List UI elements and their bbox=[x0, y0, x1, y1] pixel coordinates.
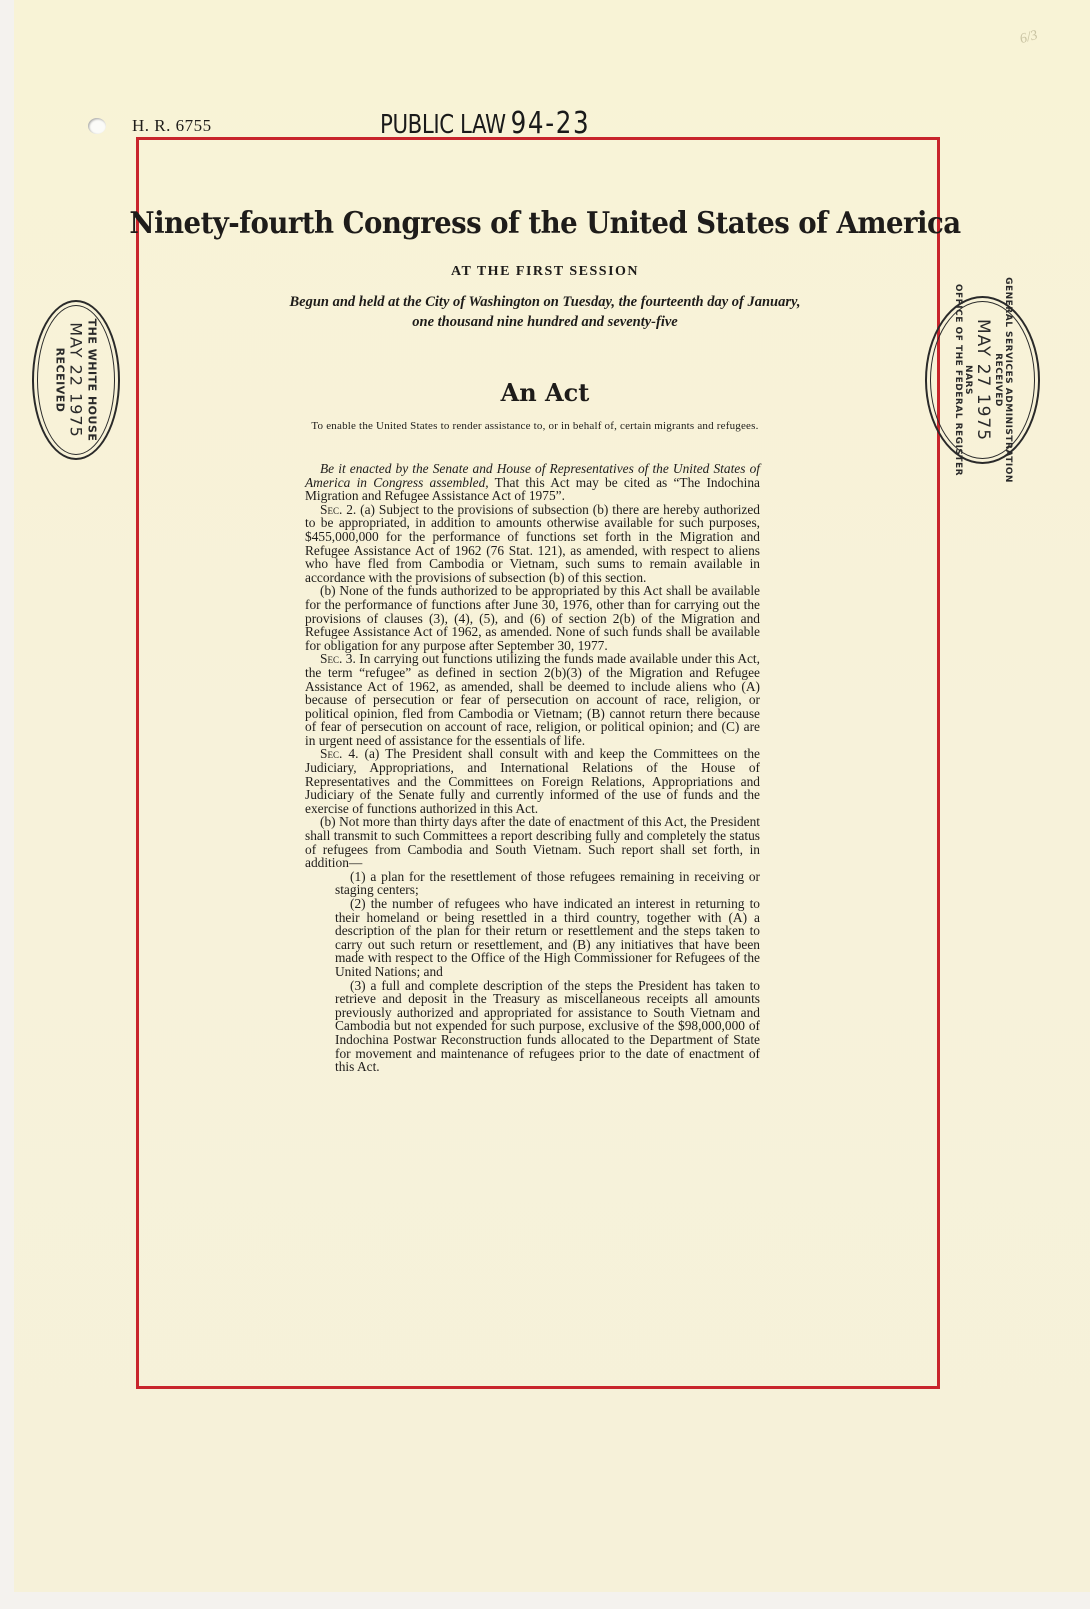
section-4b-item-3: (3) a full and complete description of the steps the President has taken to retrieve and deposit in the Treasury as miscellaneous receipts all amounts previously authorized and appropriated for assistance to South Vietnam and Cambodia but not expended for such purpose, exclusive of the $98,000,000 of Indochina Postwar Reconstruction funds allocated to the Department of State for movement and maintenance of refugees prior to the date of enactment of this Act. bbox=[335, 977, 760, 1075]
public-law-number: 94-23 bbox=[510, 106, 591, 141]
enacting-clause: Be it enacted by the Senate and House of Representatives of the United States of America in Congress assembled, That this Act may be cited as “The Indochina Migration and Refugee Assistance Act of 1975”. bbox=[305, 461, 760, 504]
session-dates-line-2: one thousand nine hundred and seventy-five bbox=[412, 314, 678, 330]
act-heading: An Act bbox=[500, 378, 590, 407]
session-heading: AT THE FIRST SESSION bbox=[450, 264, 640, 279]
scan-margin bbox=[0, 1592, 1090, 1609]
stamp-office: OFFICE OF THE FEDERAL REGISTER bbox=[952, 283, 963, 477]
session-dates-line-1: Begun and held at the City of Washington on Tuesday, the fourteenth day of January, bbox=[289, 294, 801, 310]
page-mark: 6/3 bbox=[1018, 27, 1040, 48]
act-body bbox=[305, 462, 760, 1074]
stamp-date: MAY 27 1975 bbox=[972, 318, 993, 442]
section-4b-item-1: (1) a plan for the resettlement of those refugees remaining in receiving or staging centers; bbox=[335, 868, 760, 898]
stamp-org: GENERAL SERVICES ADMINISTRATION bbox=[1002, 277, 1013, 483]
section-2a: Sec. 2. (a) Subject to the provisions of subsection (b) there are hereby authorized to be appropriated, in addition to amounts otherwise available for such purposes, $455,000,000 for the performance of functions set forth in the Migration and Refugee Assistance Act of 1962 (76 Stat. 121), as amended, with respect to aliens who have fled from Cambodia or Vietnam, such sums to remain available in accordance with the provisions of subsection (b) of this section. bbox=[305, 501, 761, 585]
stamp-status: RECEIVED bbox=[53, 347, 67, 413]
session-dates bbox=[0, 292, 1090, 332]
punch-hole bbox=[88, 118, 106, 134]
congress-title: Ninety-fourth Congress of the United States of America bbox=[129, 206, 961, 241]
bill-number: H. R. 6755 bbox=[132, 116, 212, 135]
stamp-org: THE WHITE HOUSE bbox=[85, 318, 99, 442]
stamp-status: RECEIVED bbox=[992, 353, 1003, 407]
stamp-agency: NARS bbox=[962, 365, 973, 395]
public-law-stamp bbox=[380, 106, 590, 141]
public-law-label: PUBLIC LAW bbox=[380, 110, 506, 140]
white-house-received-stamp bbox=[32, 300, 120, 460]
section-3: Sec. 3. In carrying out functions utilizing the funds made available under this Act, the term “refugee” as defined in section 2(b)(3) of the Migration and Refugee Assistance Act of 1962, as amended, shall be deemed to include aliens who (A) because of persecution or fear of persecution on account of race, religion, or political opinion, fled from Cambodia or Vietnam; (B) cannot return there because of fear of persecution on account of race, religion, or political opinion; and (C) are in urgent need of assistance for the essentials of life. bbox=[305, 651, 761, 748]
stamp-date: MAY 22 1975 bbox=[66, 322, 86, 438]
act-purpose: To enable the United States to render assistance to, or in behalf of, certain migrants and refugees. bbox=[311, 420, 759, 432]
section-4b: (b) Not more than thirty days after the date of enactment of this Act, the President shall transmit to such Committees a report describing fully and completely the status of refugees from Cambodia and South Vietnam. Such report shall set forth, in addition— bbox=[305, 814, 760, 871]
section-2b: (b) None of the funds authorized to be appropriated by this Act shall be available for the performance of functions after June 30, 1976, other than for carrying out the provisions of clauses (3), (4), (5), and (6) of section 2(b) of the Migration and Refugee Assistance Act of 1962, as amended. None of such funds shall be available for obligation for any purpose after September 30, 1977. bbox=[305, 583, 760, 653]
gsa-received-stamp bbox=[925, 277, 1040, 483]
section-4a: Sec. 4. (a) The President shall consult with and keep the Committees on the Judiciary, Appropriations, and International Relations of the House of Representatives and the Committees on Foreign Relations, Appropriations and Judiciary of the Senate fully and currently informed of the use of funds and the exercise of functions authorized in this Act. bbox=[305, 746, 760, 816]
section-4b-item-2: (2) the number of refugees who have indicated an interest in returning to their homeland or being resettled in a third country, together with (A) a description of the plan for their return or resettlement and the steps taken to carry out such return or resettlement, and (B) any initiatives that have been made with respect to the Office of the High Commissioner for Refugees of the United Nations; and bbox=[335, 896, 760, 979]
